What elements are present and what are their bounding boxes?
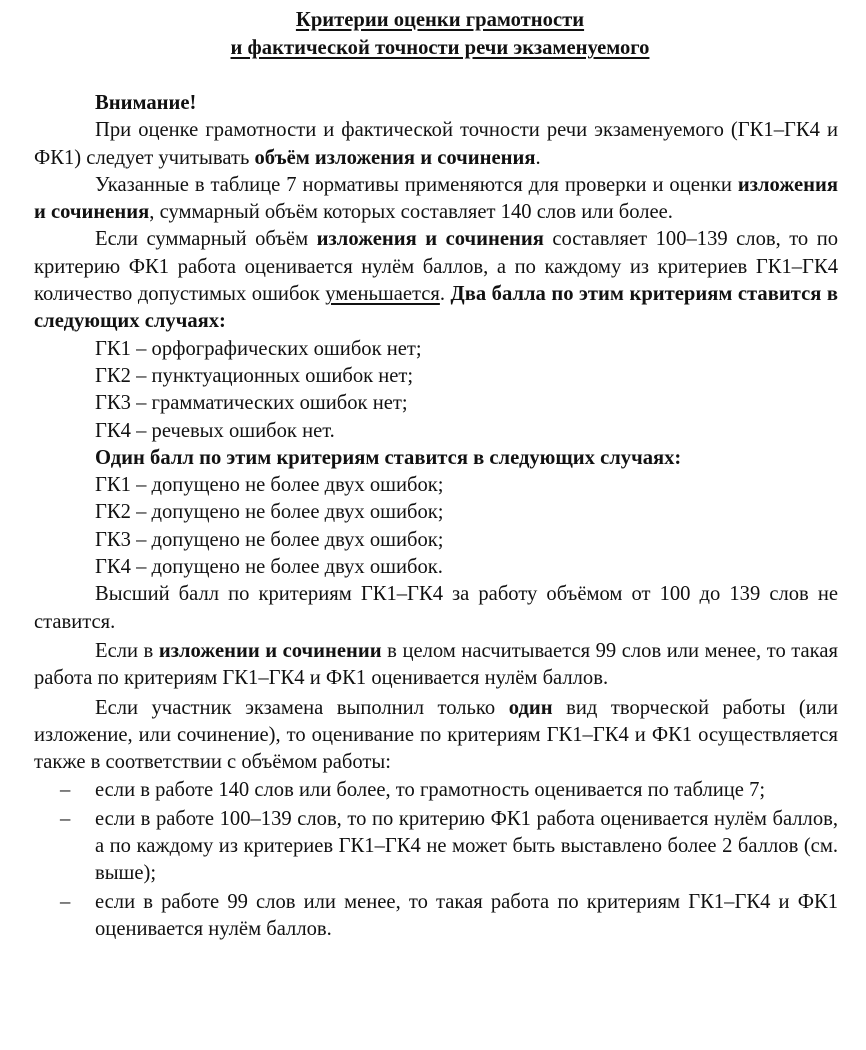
list-item-text: если в работе 100–139 слов, то по критерию ФК1 работа оценивается нулём баллов, а по каждому из критериев ГК1–ГК4 не может быть выставлено более 2 баллов (см. выше); bbox=[95, 807, 838, 885]
dash-marker: – bbox=[60, 779, 71, 802]
paragraph-2 bbox=[34, 172, 838, 227]
paragraph-1-text: При оценке грамотности и фактической точности речи экзаменуемого (ГК1–ГК4 и ФК1) следует учитывать bbox=[34, 119, 838, 169]
paragraph-1-bold: объём изложения и сочинения bbox=[254, 146, 536, 169]
title-line-2: и фактической точности речи экзаменуемого bbox=[230, 37, 650, 59]
paragraph-1 bbox=[34, 117, 838, 172]
paragraph-3-dot: . bbox=[439, 283, 451, 306]
two-points-heading: Два балла по этим критериям ставится в следующих случаях: bbox=[34, 283, 838, 333]
volume-rules-list bbox=[34, 777, 838, 943]
list-item-text: если в работе 99 слов или менее, то такая работа по критериям ГК1–ГК4 и ФК1 оценивается нулём баллов. bbox=[95, 890, 838, 940]
list-item bbox=[34, 806, 838, 888]
one-point-item: ГК2 – допущено не более двух ошибок; bbox=[95, 501, 444, 524]
two-points-item: ГК1 – орфографических ошибок нет; bbox=[95, 337, 422, 360]
paragraph-4: Высший балл по критериям ГК1–ГК4 за работу объёмом от 100 до 139 слов не ставится. bbox=[34, 583, 838, 633]
one-point-item: ГК1 – допущено не более двух ошибок; bbox=[95, 474, 444, 497]
paragraph-6-bold: один bbox=[508, 696, 553, 719]
list-item-text: если в работе 140 слов или более, то грамотность оценивается по таблице 7; bbox=[95, 779, 766, 802]
one-point-heading bbox=[34, 445, 838, 472]
attention-heading: Внимание! bbox=[95, 92, 197, 114]
one-point-item: ГК3 – допущено не более двух ошибок; bbox=[95, 528, 444, 551]
paragraph-3-bold: изложения и сочинения bbox=[316, 228, 544, 251]
two-points-item: ГК4 – речевых ошибок нет. bbox=[95, 419, 335, 442]
paragraph-6 bbox=[34, 695, 838, 777]
paragraph-3-underlined: уменьшается bbox=[325, 283, 440, 306]
paragraph-5-end: в целом насчитывается 99 слов или менее, то такая работа по критериям ГК1–ГК4 и ФК1 оценивается нулём баллов. bbox=[34, 639, 838, 690]
one-point-heading-text: Один балл по этим критериям ставится в следующих случаях: bbox=[95, 446, 682, 469]
paragraph-3 bbox=[34, 226, 838, 335]
one-point-item: ГК4 – допущено не более двух ошибок. bbox=[95, 556, 443, 579]
paragraph-2-end: , суммарный объём которых составляет 140 слов или более. bbox=[149, 201, 673, 224]
paragraph-2-bold: изложения и сочинения bbox=[34, 173, 838, 224]
paragraph-3-middle: составляет 100–139 слов, то по критерию ФК1 работа оценивается нулём баллов, а по каждому из критериев ГК1–ГК4 количество допустимых ошибок bbox=[34, 228, 839, 306]
paragraph-3-text: Если суммарный объём bbox=[95, 228, 317, 251]
two-points-item: ГК3 – грамматических ошибок нет; bbox=[95, 392, 408, 415]
paragraph-5 bbox=[34, 638, 838, 693]
list-item bbox=[34, 777, 838, 804]
paragraph-1-end: . bbox=[535, 146, 541, 169]
page-title bbox=[34, 6, 838, 62]
paragraph-6-end: вид творческой работы (или изложение, или сочинение), то оценивание по критериям ГК1–ГК4 и ФК1 осуществляется также в соответствии с объёмом работы: bbox=[34, 696, 838, 774]
two-points-item: ГК2 – пунктуационных ошибок нет; bbox=[95, 364, 414, 387]
dash-marker: – bbox=[60, 807, 71, 830]
paragraph-5-bold: изложении и сочинении bbox=[158, 639, 382, 662]
list-item bbox=[34, 889, 838, 944]
dash-marker: – bbox=[60, 890, 71, 913]
paragraph-5-text: Если в bbox=[95, 639, 159, 662]
paragraph-2-text: Указанные в таблице 7 нормативы применяются для проверки и оценки bbox=[95, 173, 738, 196]
title-line-1: Критерии оценки грамотности bbox=[295, 9, 585, 31]
paragraph-6-text: Если участник экзамена выполнил только bbox=[95, 696, 509, 719]
